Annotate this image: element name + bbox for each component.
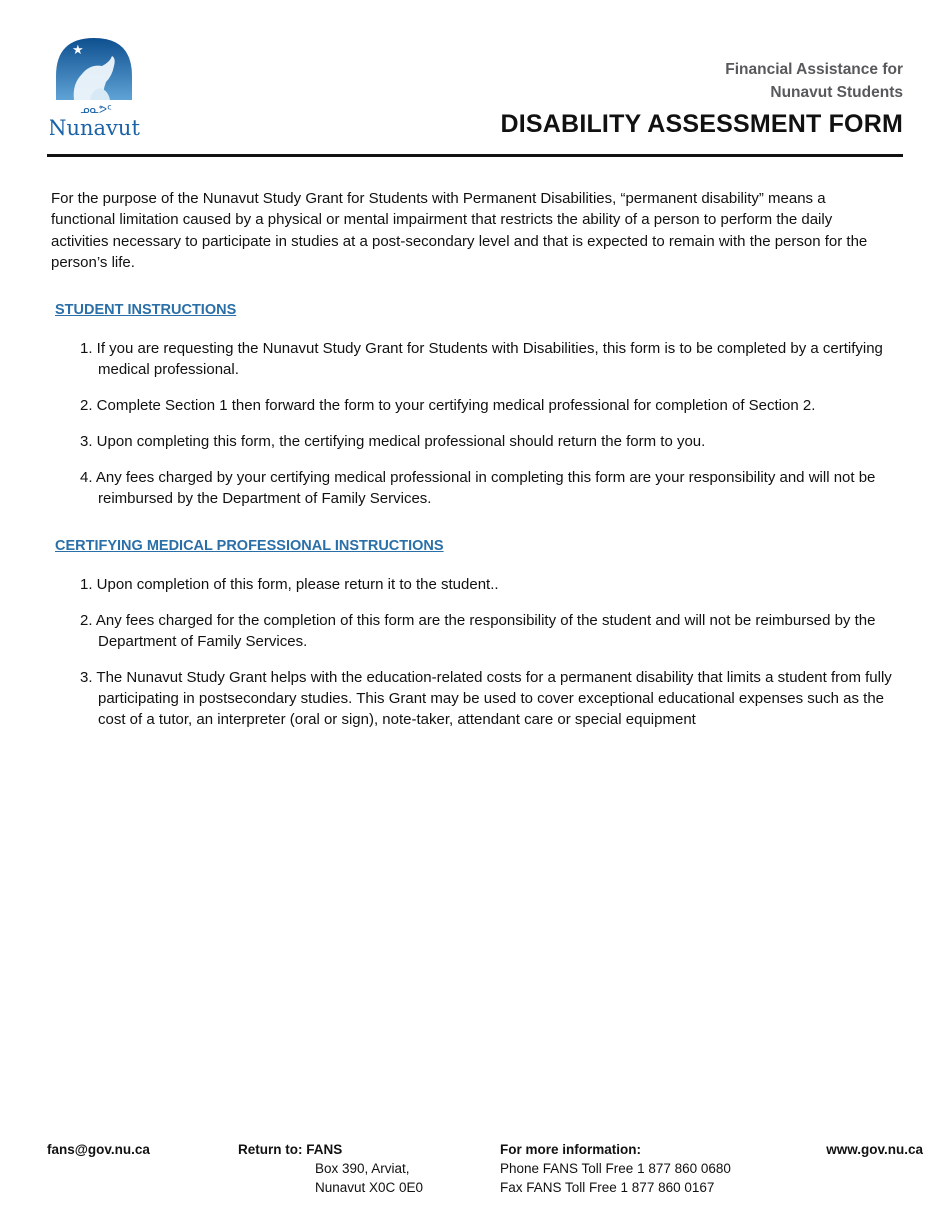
phone-number: Phone FANS Toll Free 1 877 860 0680 bbox=[500, 1161, 731, 1176]
list-item: 2. Any fees charged for the completion of this form are the responsibility of the student and will not be reimbursed by the Department of Family Services. bbox=[80, 612, 876, 650]
nunavut-logo bbox=[50, 34, 142, 144]
svg-text:ᓄᓇᕗᑦ: ᓄᓇᕗᑦ bbox=[80, 103, 112, 116]
footer-website[interactable] bbox=[826, 1140, 923, 1159]
footer-contact-info bbox=[500, 1140, 731, 1197]
header-divider bbox=[47, 154, 903, 157]
intro-paragraph: For the purpose of the Nunavut Study Grant for Students with Permanent Disabilities, “permanent disability” means a functional limitation caused by a physical or mental impairment that restricts the ability of a person to perform the daily activities necessary to participate in studies at a post-secondary level and that is expected to remain with the person for the person’s life. bbox=[51, 190, 868, 272]
page-title: DISABILITY ASSESSMENT FORM bbox=[500, 110, 903, 138]
footer-email[interactable] bbox=[47, 1140, 150, 1159]
svg-text:Nunavut: Nunavut bbox=[50, 116, 140, 140]
list-item: 4. Any fees charged by your certifying medical professional in completing this form are your responsibility and will not be reimbursed by the Department of Family Services. bbox=[80, 469, 876, 507]
return-label: Return to: FANS bbox=[238, 1142, 343, 1157]
list-item: 1. Upon completion of this form, please return it to the student.. bbox=[80, 576, 499, 593]
return-address-line2: Nunavut X0C 0E0 bbox=[315, 1180, 424, 1195]
email-link[interactable]: fans@gov.nu.ca bbox=[47, 1142, 150, 1157]
footer-return-address bbox=[238, 1140, 423, 1197]
return-address-line1: Box 390, Arviat, bbox=[315, 1161, 410, 1176]
program-name-line1: Financial Assistance for bbox=[725, 61, 903, 78]
student-instructions-list bbox=[80, 338, 895, 524]
program-name-line2: Nunavut Students bbox=[770, 84, 903, 101]
medical-instructions-heading: CERTIFYING MEDICAL PROFESSIONAL INSTRUCTIONS bbox=[55, 538, 444, 554]
nunavut-emblem-icon bbox=[50, 34, 142, 144]
medical-instructions-list bbox=[80, 574, 895, 745]
list-item: 2. Complete Section 1 then forward the form to your certifying medical professional for completion of Section 2. bbox=[80, 397, 816, 414]
svg-text:★: ★ bbox=[72, 43, 84, 58]
list-item: 1. If you are requesting the Nunavut Study Grant for Students with Disabilities, this form is to be completed by a certifying medical professional. bbox=[80, 340, 883, 378]
form-header bbox=[501, 58, 903, 139]
student-instructions-heading: STUDENT INSTRUCTIONS bbox=[55, 302, 237, 318]
website-link[interactable]: www.gov.nu.ca bbox=[826, 1142, 923, 1157]
fax-number: Fax FANS Toll Free 1 877 860 0167 bbox=[500, 1180, 715, 1195]
list-item: 3. Upon completing this form, the certifying medical professional should return the form to you. bbox=[80, 433, 706, 450]
list-item: 3. The Nunavut Study Grant helps with the education-related costs for a permanent disability that limits a student from fully participating in postsecondary studies. This Grant may be used to cover exceptional educational expenses such as the cost of a tutor, an interpreter (oral or sign), note-taker, attendant care or special equipment bbox=[80, 669, 892, 728]
info-label: For more information: bbox=[500, 1142, 641, 1157]
